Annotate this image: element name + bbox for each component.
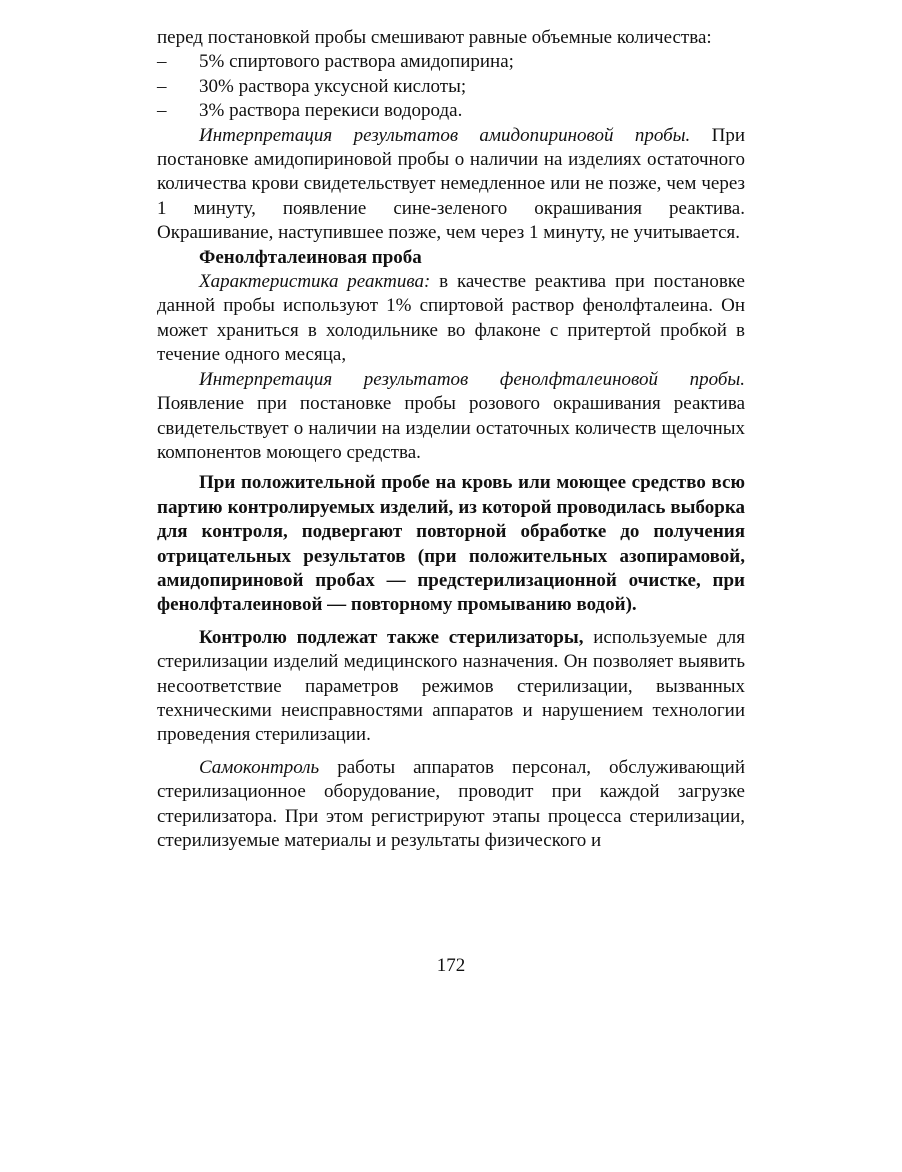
reagent-characteristics-label: Характеристика реактива: (199, 271, 431, 293)
list-item (157, 75, 745, 99)
list-dash: – (157, 51, 167, 73)
list-item-text: 5% спиртового раствора амидопирина; (199, 51, 514, 73)
reagent-characteristics-paragraph (157, 270, 745, 368)
sterilizers-text: используемые для стерилизации изделий медицинского назначения. Он позволяет выявить несоответствие параметров режимов стерилизации, вызванных техническими неисправностями аппаратов и нарушением технологии проведения стерилизации. (157, 626, 745, 746)
positive-test-bold-paragraph: При положительной пробе на кровь или моющее средство всю партию контролируемых изделий, из которой проводилась выборка для контроля, подвергают повторной обработке до получения отрицательных результатов (при положительных азопирамовой, амидопириновой пробах — предстерилизационной очистке, при фенолфталеиновой — повторному промыванию водой). (157, 472, 745, 616)
page-number: 172 (436, 955, 466, 976)
phenolphthalein-interpretation-text: Появление при постановке пробы розового окрашивания реактива свидетельствует о наличии на изделии остаточных количеств щелочных компонентов моющего средства. (157, 393, 745, 463)
reagent-list (157, 50, 745, 123)
intro-paragraph: перед постановкой пробы смешивают равные объемные количества: (157, 27, 712, 48)
list-item-text: 30% раствора уксусной кислоты; (199, 75, 467, 97)
sterilizers-bold-lead: Контролю подлежат также стерилизаторы, (199, 626, 584, 648)
list-item (157, 50, 745, 74)
phenolphthalein-heading: Фенолфталеиновая проба (199, 246, 422, 268)
list-dash: – (157, 100, 167, 122)
phenolphthalein-interpretation-paragraph (157, 368, 745, 466)
reagent-characteristics-text: в качестве реактива при постановке данной пробы используют 1% спиртовой раствор фенолфталеина. Он может храниться в холодильнике во флаконе с притертой пробкой в течение одного месяца, (157, 271, 745, 366)
amidopyrine-interpretation-paragraph (157, 124, 745, 246)
amidopyrine-interpretation-text: При постановке амидопириновой пробы о наличии на изделиях остаточного количества крови свидетельствует немедленное или не позже, чем через 1 минуту, появление сине-зеленого окрашивания реактива. Окрашивание, наступившее позже, чем через 1 минуту, не учитывается. (157, 124, 746, 244)
self-control-text: работы аппаратов персонал, обслуживающий стерилизационное оборудование, проводит при каждой загрузке стерилизатора. При этом регистрируют этапы процесса стерилизации, стерилизуемые материалы и результаты физического и (157, 756, 745, 851)
self-control-paragraph (157, 756, 745, 854)
list-item-text: 3% раствора перекиси водорода. (199, 100, 463, 122)
self-control-term: Самоконтроль (199, 756, 320, 778)
amidopyrine-interpretation-label: Интерпретация результатов амидопириновой пробы. (199, 124, 691, 146)
list-dash: – (157, 75, 167, 97)
sterilizers-paragraph (157, 626, 745, 748)
phenolphthalein-interpretation-label: Интерпретация результатов фенолфталеиновой пробы. (199, 368, 745, 390)
page-body (157, 26, 745, 853)
list-item (157, 99, 745, 123)
